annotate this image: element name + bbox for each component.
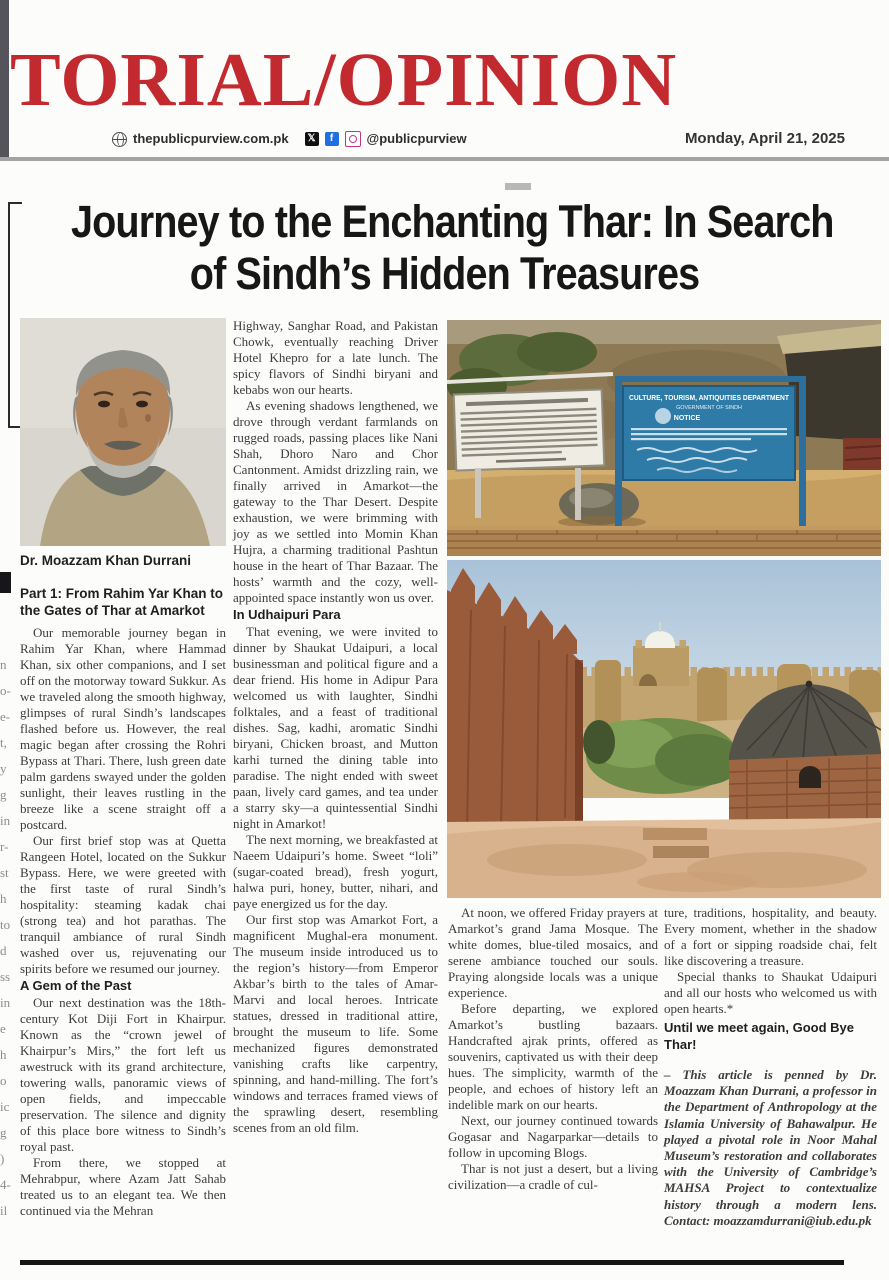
notice-board-label: NOTICE <box>673 415 701 422</box>
body-paragraph: That evening, we were invited to dinner by Shaukat Udaipuri, a local businessman and political figure and a dear friend. His home in Adipur Para welcomed us with laughter, Sindhi folktales, and a feast of traditional dishes. Sag, kadhi, aromatic Sindhi biryani, Chicken broast, and Mutton karhi turned the dining table into paradise. The night ended with sweet paan, lively card games, and tea under a starry sky—a quintessential Sindhi night in Amarkot! <box>233 624 438 831</box>
section-subhead: A Gem of the Past <box>20 978 132 993</box>
article-frame-left-border <box>8 202 10 428</box>
section-subhead: In Udhaipuri Para <box>233 607 341 622</box>
body-paragraph: Highway, Sanghar Road, and Pakistan Chowk, eventually reaching Driver Hotel Khepro for a late lunch. The spicy flavors of Sindhi biryani and kebabs won our hearts. <box>233 318 438 397</box>
body-paragraph: Our first stop was Amarkot Fort, a magnificent Mughal-era monument. The museum inside introduced us to the region’s history—from Emperor Akbar’s birth to the tales of Amar-Marvi and local heroes. Intricate statues, dressed in traditional attire, brought the museum to life. Some mechanized figures demonstrated vanishing crafts like carpentry, spinning, and hand-milling. The fort’s windows and terraces framed views of the sprawling desert, resembling scenes from an old film. <box>233 912 438 1135</box>
author-photo <box>20 318 226 546</box>
social-handle: @publicpurview <box>366 131 467 146</box>
globe-icon <box>112 132 127 147</box>
body-paragraph: Our memorable journey began in Rahim Yar Khan, where Hammad Khan, six other companions, and I set off on the motorway toward Sukkur. As we traveled along the smooth highway, glimpses of rural Sindh’s landscapes flashed before us. However, the real magic began after crossing the Rohri Bypass at Thari. There, lush green date palm gardens swayed under the golden sunlight, their leaves rustling in the breeze like a scene straight off a postcard. <box>20 625 226 832</box>
masthead-divider-rule <box>0 157 889 161</box>
column-4 <box>664 905 877 1242</box>
website-url: thepublicpurview.com.pk <box>133 131 289 146</box>
body-paragraph: Thar is not just a desert, but a living civilization—a cradle of cul- <box>448 1161 658 1192</box>
body-paragraph: Our next destination was the 18th-century Kot Diji Fort in Khairpur. Known as the “crown jewel of Khairpur’s Mirs,” the fort left us awestruck with its grand architecture, towering walls, panoramic views of open fields, and impeccable preservation. The silence and dignity of this place bore witness to Sindh’s royal past. <box>20 995 226 1154</box>
body-paragraph: Before departing, we explored Amarkot’s bustling bazaars. Handcrafted ajrak prints, offered as souvenirs, captivated us with their deep hues. The simplicity, warmth of the people, and echoes of history left an indelible mark on our hearts. <box>448 1001 658 1112</box>
issue-date: Monday, April 21, 2025 <box>684 130 845 147</box>
scan-edge-strip <box>0 0 9 160</box>
body-paragraph: At noon, we offered Friday prayers at Amarkot’s grand Jama Mosque. The white domes, blue-tiled mosaics, and serene ambiance touched our souls. Praying alongside locals was a unique experience. <box>448 905 658 1000</box>
body-paragraph: As evening shadows lengthened, we drove through verdant farmlands on rugged roads, passing places like Nani Shah, Dhoro Naro and Chor Cantonment. Amidst drizzling rain, we finally arrived in Amarkot—the gateway to the Thar Desert. Despite exhaustion, we were brimming with joy as we settled into Momin Khan Hujra, a charming traditional Pashtun house in the heart of Thar Bazaar. The hosts’ warmth and the cozy, well-appointed space instantly won us over. <box>233 398 438 605</box>
author-bio: – This article is penned by Dr. Moazzam Khan Durrani, a professor in the Department of Anthropology at the Islamia University of Bahawalpur. He played a pivotal role in Noor Mahal Museum’s restoration and collaborates with the University of Cambridge’s MAHSA Project to contextualize history through a modern lens. Contact: moazzamdurrani@iub.edu.pk <box>664 1067 877 1228</box>
notice-board-subtitle: GOVERNMENT OF SINDH <box>676 405 742 411</box>
section-masthead-title: TORIAL/OPINION <box>10 38 678 122</box>
headline-line-2: of Sindh’s Hidden Treasures <box>189 248 700 299</box>
x-twitter-icon: 𝕏 <box>305 132 319 146</box>
article-headline <box>20 196 869 300</box>
notice-board-title: CULTURE, TOURISM, ANTIQUITIES DEPARTMENT <box>629 393 790 402</box>
headline-line-1: Journey to the Enchanting Thar: In Search <box>70 196 834 247</box>
scan-edge-blob <box>0 572 11 593</box>
body-paragraph: From there, we stopped at Mehrabpur, where Azam Jatt Sahab treated us to an elegant tea. We then continued via the Mehran <box>20 1155 226 1218</box>
body-paragraph: Our first brief stop was at Quetta Rangeen Hotel, located on the Sukkur Bypass. Here, we were greeted with the first taste of rural Sindh’s hospitality: steaming kadak chai (strong tea) and hot parathas. The tranquil ambiance of rural Sindh washed over us, rejuvenating our spirits before we resumed our journey. <box>20 833 226 976</box>
column-1 <box>20 318 226 1219</box>
author-photo-caption: Dr. Moazzam Khan Durrani <box>20 553 192 568</box>
bottom-rule <box>20 1260 844 1265</box>
publication-info-row <box>112 131 467 147</box>
body-paragraph: ture, traditions, hospitality, and beauty. Every moment, whether in the shadow of a fort or sipping roadside chai, felt like discovering a treasure. <box>664 905 877 968</box>
body-paragraph: The next morning, we breakfasted at Naeem Udaipuri’s home. Sweet “loli” (sugar-coated bread), fresh yogurt, halwa puri, honey, butter, nihari, and paye energized us for the day. <box>233 832 438 911</box>
photo-amarkot-fort <box>447 560 881 898</box>
column-3 <box>448 905 658 1193</box>
body-paragraph: Special thanks to Shaukat Udaipuri and all our hosts who welcomed us with open hearts.* <box>664 969 877 1016</box>
part-heading: Part 1: From Rahim Yar Khan to the Gates of Thar at Amarkot <box>20 586 224 618</box>
signoff-line: Until we meet again, Good Bye Thar! <box>664 1020 854 1052</box>
facebook-icon: f <box>325 132 339 146</box>
column-2 <box>233 318 438 1136</box>
instagram-icon <box>345 131 361 147</box>
photo-notice-boards <box>447 320 881 556</box>
page-edge-text-fragments: n o- e- t, y g in r- st h to d ss in e h o ic g ) 4- il <box>0 657 11 1218</box>
scan-artifact-mark <box>505 183 531 190</box>
body-paragraph: Next, our journey continued towards Gogasar and Nagarparkar—details to follow in upcoming Blogs. <box>448 1113 658 1160</box>
